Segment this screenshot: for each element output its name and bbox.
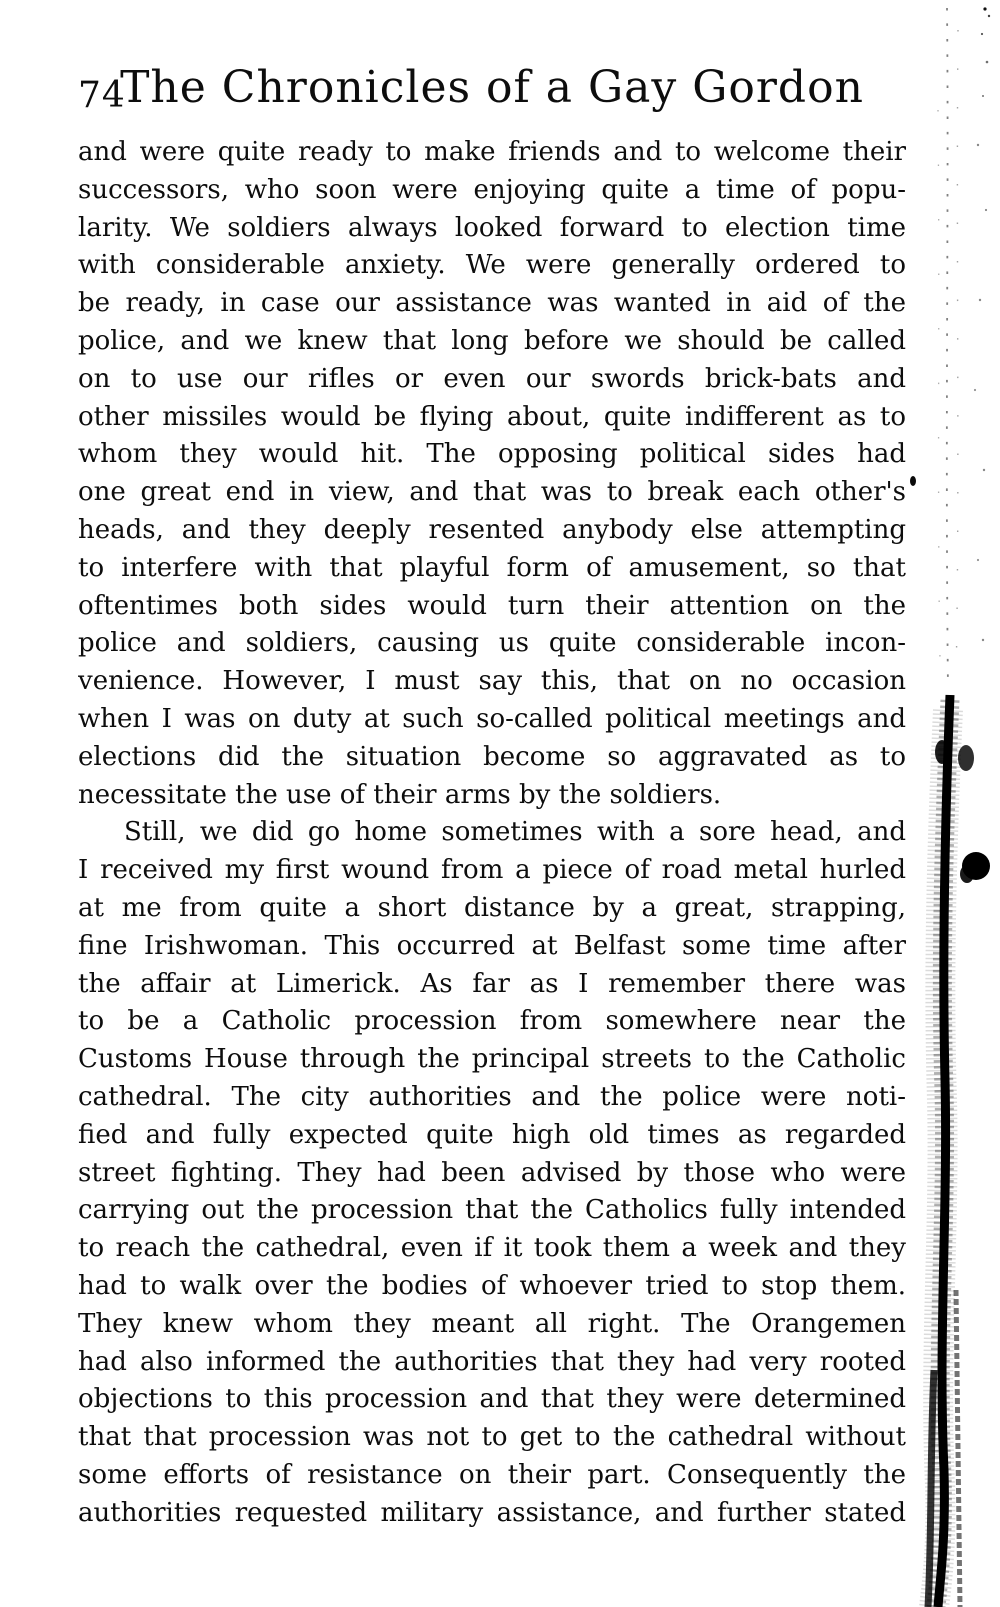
text-line: venience. However, I must say this, that on no occasion xyxy=(78,666,906,697)
text-line: I received my first wound from a piece of road metal hurled xyxy=(78,855,906,886)
text-line: had also informed the authorities that they had very rooted xyxy=(78,1346,906,1377)
page-title: The Chronicles of a Gay Gordon xyxy=(120,62,864,113)
scan-gutter-artifact xyxy=(890,0,1000,1607)
text-line: heads, and they deeply resented anybody else attempting xyxy=(78,514,906,545)
text-line: Still, we did go home sometimes with a sore head, and xyxy=(124,817,906,848)
text-line: whom they would hit. The opposing political sides had xyxy=(78,439,906,470)
text-line: other missiles would be flying about, quite indifferent as to xyxy=(78,401,906,432)
text-line: when I was on duty at such so-called political meetings and xyxy=(78,703,906,734)
page-header xyxy=(78,62,906,114)
text-line: to reach the cathedral, even if it took them a week and they xyxy=(78,1233,906,1264)
text-line: to be a Catholic procession from somewhere near the xyxy=(78,1006,906,1037)
text-line: authorities requested military assistance, and further stated xyxy=(78,1497,906,1528)
text-line: objections to this procession and that they were determined xyxy=(78,1384,906,1415)
text-line: necessitate the use of their arms by the soldiers. xyxy=(78,779,722,810)
text-line: carrying out the procession that the Catholics fully intended xyxy=(78,1195,906,1226)
page-number: 74 xyxy=(78,75,126,116)
text-line: successors, who soon were enjoying quite a time of popu- xyxy=(78,174,906,205)
text-block xyxy=(78,134,906,1532)
paragraph xyxy=(78,814,906,1532)
text-line: be ready, in case our assistance was wanted in aid of the xyxy=(78,288,906,319)
text-line: and were quite ready to make friends and to welcome their xyxy=(78,137,906,167)
text-line: had to walk over the bodies of whoever tried to stop them. xyxy=(78,1270,906,1301)
text-line: on to use our rifles or even our swords brick-bats and xyxy=(78,363,906,394)
text-line: They knew whom they meant all right. The Orangemen xyxy=(78,1308,906,1339)
text-line: fine Irishwoman. This occurred at Belfast some time after xyxy=(78,930,906,961)
text-line: larity. We soldiers always looked forward to election time xyxy=(78,212,906,243)
text-line: some efforts of resistance on their part. Consequently the xyxy=(78,1459,906,1490)
text-line: one great end in view, and that was to break each other's xyxy=(78,477,906,508)
text-line: oftentimes both sides would turn their attention on the xyxy=(78,590,906,621)
text-line: that that procession was not to get to the cathedral without xyxy=(78,1422,906,1453)
text-line: Customs House through the principal streets to the Catholic xyxy=(78,1044,906,1075)
text-line: cathedral. The city authorities and the police were noti- xyxy=(78,1081,906,1112)
text-line: to interfere with that playful form of amusement, so that xyxy=(78,552,906,583)
text-line: fied and fully expected quite high old times as regarded xyxy=(78,1119,906,1150)
text-line: with considerable anxiety. We were generally ordered to xyxy=(78,250,906,281)
text-line: police, and we knew that long before we should be called xyxy=(78,325,906,356)
text-line: street fighting. They had been advised by those who were xyxy=(78,1157,906,1188)
text-line: elections did the situation become so aggravated as to xyxy=(78,741,906,772)
text-line: the affair at Limerick. As far as I remember there was xyxy=(78,968,906,999)
text-line: at me from quite a short distance by a great, strapping, xyxy=(78,892,906,923)
text-line: police and soldiers, causing us quite considerable incon- xyxy=(78,628,906,659)
paragraph xyxy=(78,134,906,814)
